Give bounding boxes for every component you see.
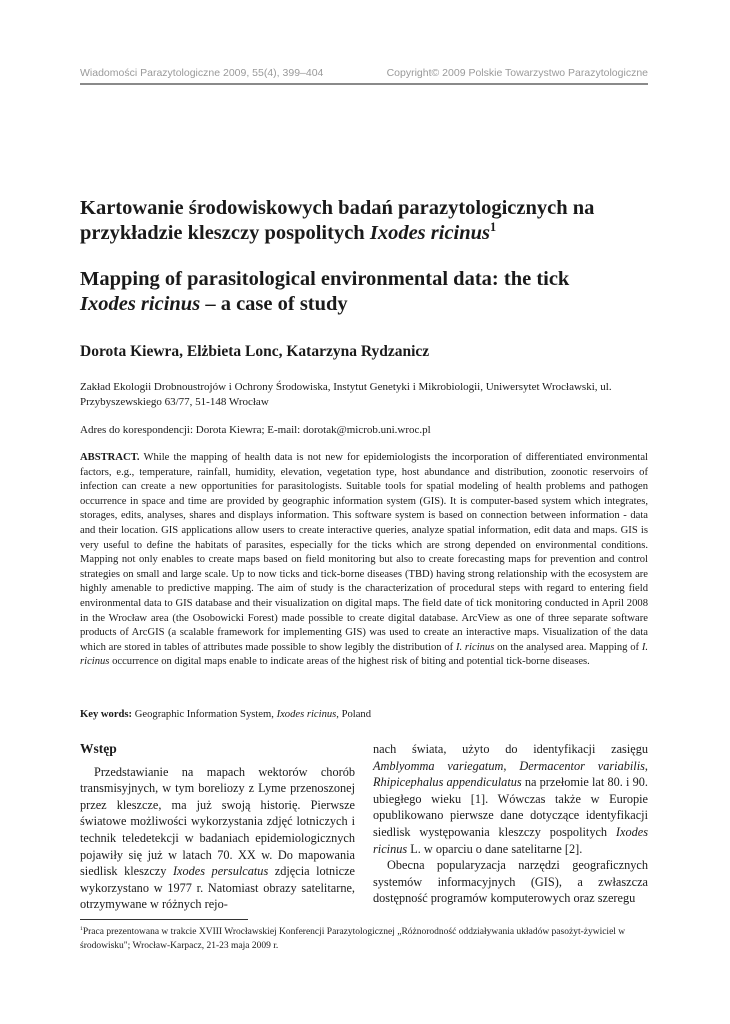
title-polish-species: Ixodes ricinus [369, 222, 491, 244]
keywords-text-1: Geographic Information System, [132, 709, 277, 720]
title-polish [80, 196, 650, 246]
journal-citation: Wiadomości Parazytologiczne 2009, 55(4), 399–404 [80, 67, 324, 79]
title-polish-text: Kartowanie środowiskowych badań parazytologicznych na przykładzie kleszczy pospolitych [80, 197, 595, 244]
paragraph-1-continued [373, 741, 648, 857]
copyright-notice: Copyright© 2009 Polskie Towarzystwo Parazytologiczne [386, 67, 648, 79]
paragraph-1-text-a: Przedstawianie na mapach wektorów chorób transmisyjnych, w tym boreliozy z Lyme przenoszonej przez kleszcze, ma już swoją historię. Pierwsze światowe możliwości wykorzystania zdjęć lotniczych i technik teledetekcji w badaniach epidemiologicznych pojawiły się już w latach 70. XX w. Do mapowania siedlisk kleszczy [80, 764, 355, 879]
title-english-line1: Mapping of parasitological environmental data: the tick [80, 268, 570, 290]
paragraph-1 [80, 764, 355, 913]
authors: Dorota Kiewra, Elżbieta Lonc, Katarzyna Rydzanicz [80, 343, 430, 360]
abstract-label: ABSTRACT. [80, 452, 140, 463]
cont-species-3: Rhipicephalus appendiculatus [373, 775, 522, 790]
header-rule [80, 83, 648, 85]
running-header [80, 67, 648, 79]
section-heading: Wstęp [80, 741, 117, 756]
cont-text-d: na przełomie lat 80. i 90. ubiegłego wieku [1]. Wówczas także w Europie opublikowano pierwsze dane dotyczące identyfikacji siedlisk występowania kleszczy pospolitych [373, 775, 648, 839]
keywords-label: Key words: [80, 709, 133, 720]
keywords-species: Ixodes ricinus [276, 709, 337, 720]
cont-text-b: , [503, 758, 520, 773]
affiliation: Zakład Ekologii Drobnoustrojów i Ochrony Środowiska, Instytut Genetyki i Mikrobiologii, Uniwersytet Wrocławski, ul. Przybyszewskiego 63/77, 51-148 Wrocław [80, 381, 612, 408]
footnote-rule [80, 919, 248, 920]
paragraph-1-species: Ixodes persulcatus [172, 864, 269, 879]
correspondence: Adres do korespondencji: Dorota Kiewra; E-mail: dorotak@microb.uni.wroc.pl [80, 424, 431, 436]
abstract-text-3: occurrence on digital maps enable to indicate areas of the highest risk of biting and potential tick-borne diseases. [109, 656, 590, 668]
paragraph-2: Obecna popularyzacja narzędzi geograficznych systemów informacyjnych (GIS), a zwłaszcza dostępność programów komputerowych oraz szeregu [373, 858, 648, 906]
abstract-text-1: While the mapping of health data is not new for epidemiologists the incorporation of differentiated environmental factors, e.g., temperature, rainfall, humidity, elevation, vegetation type, host abundance and distribution, zoonotic reservoirs of infection can create a new opportunities for parasitologists. Suitable tools for spatial modeling of health problems and pathogen occurrence in space and time are provided by geographic information system (GIS). It is computer-based system which integrates, storages, edits, analyses, shares and displays information. This software system is based on connection between information - data and their location. GIS applications allow users to create interactive queries, analyze spatial information, edit data and maps. GIS is very useful to define the habitats of parasites, especially for the ticks which are strong depended on environmental conditions. Mapping not only enables to create maps based on field monitoring but also to create forecasting maps for prevention and control strategies on small and large scale. Up to now ticks and tick-borne diseases (TBD) having strong relationship with the ecosystem are highly amenable to predictive mapping. The aim of study is the characterization of procedural steps with regard to entering field environmental data to GIS database and their visualization on digital maps. The field date of tick monitoring conducted in April 2008 in the Wrocław area (the Osobowicki Forest) made possible to create digital database. ArcView as one of three separate software products of ArcGIS (a scalable framework for implementing GIS) was used to create an interactive maps. Visualization of the data which are stored in tables of attributes made possible to show legibly the distribution of [80, 452, 648, 653]
column-right [373, 741, 648, 907]
cont-species-2: Dermacentor variabilis [519, 758, 645, 773]
cont-species-1: Amblyomma variegatum [373, 758, 504, 773]
keywords-text-2: , Poland [336, 709, 372, 720]
title-english-species: Ixodes ricinus [80, 293, 201, 315]
title-footnote-marker: 1 [490, 220, 497, 235]
abstract-species-2: I. ricinus [80, 641, 648, 668]
keywords [80, 709, 648, 720]
abstract-text-2: on the analysed area. Mapping of [494, 641, 642, 653]
footnote-marker: 1 [80, 925, 83, 932]
cont-text-c: , [644, 758, 648, 773]
cont-species-4: Ixodes ricinus [373, 824, 648, 856]
footnote [80, 925, 648, 953]
cont-text-e: L. w oparciu o dane satelitarne [2]. [407, 841, 583, 856]
paragraph-1-text-b: zdjęcia lotnicze wykorzystano w 1977 r. Natomiast obrazy satelitarne, otrzymywane w różnych rejo- [80, 864, 356, 912]
column-left [80, 741, 355, 913]
title-english-rest: – a case of study [200, 293, 348, 315]
title-english [80, 267, 650, 317]
footnote-text: Praca prezentowana w trakcie XVIII Wrocławskiej Konferencji Parazytologicznej „Różnorodność oddziaływania układów pasożyt-żywiciel w środowisku"; Wrocław-Karpacz, 21-23 maja 2009 r. [80, 927, 626, 951]
abstract-species-1: I. ricinus [455, 641, 495, 653]
cont-text-a: nach świata, użyto do identyfikacji zasięgu [373, 742, 648, 756]
abstract [80, 451, 648, 670]
